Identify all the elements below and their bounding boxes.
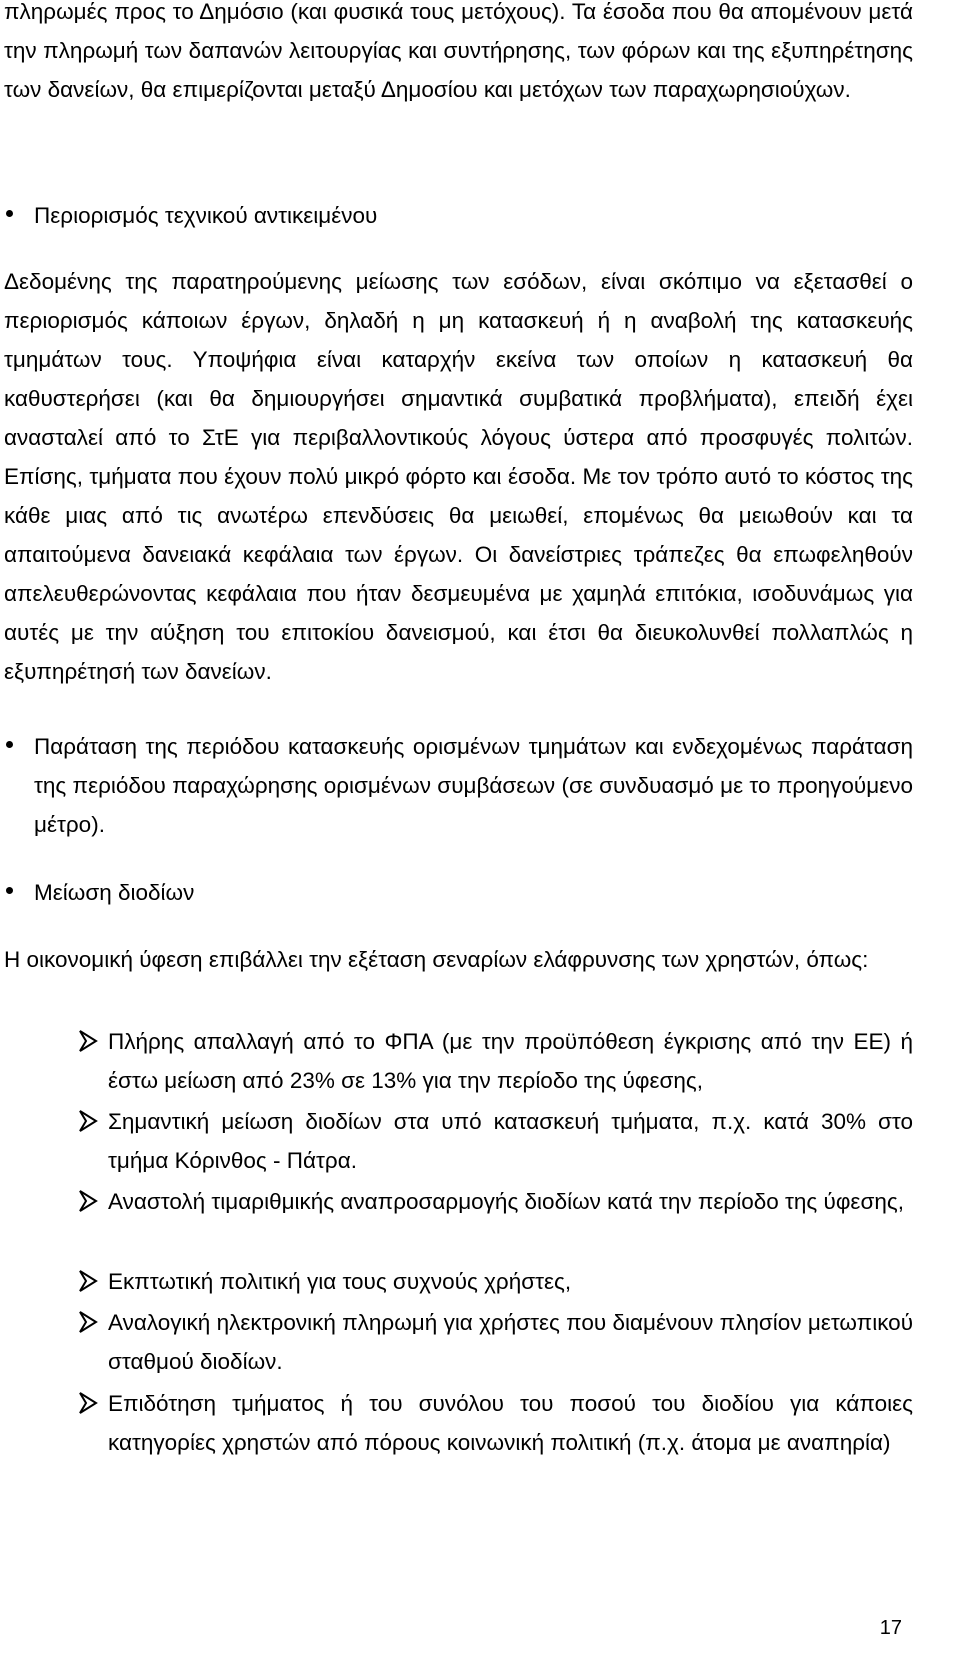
arrow-bullet-icon: [78, 1309, 100, 1335]
arrow-bullet-icon: [78, 1390, 100, 1416]
recession-paragraph: Η οικονομική ύφεση επιβάλλει την εξέταση σεναρίων ελάφρυνσης των χρηστών, όπως:: [4, 947, 869, 972]
arrow-bullet-icon: [78, 1188, 100, 1214]
bullet-icon: [6, 210, 13, 217]
arrow-item-text: Αναλογική ηλεκτρονική πληρωμή για χρήστες που διαμένουν πλησίον μετωπικού σταθμού διοδίων.: [108, 1310, 913, 1374]
bullet-item-toll-reduction: [0, 873, 913, 912]
page-number: 17: [879, 1617, 902, 1639]
arrow-item-text: Αναστολή τιμαριθμικής αναπροσαρμογής διοδίων κατά την περίοδο της ύφεσης,: [108, 1189, 904, 1214]
arrow-item-text: Εκπτωτική πολιτική για τους συχνούς χρήστες,: [108, 1269, 572, 1294]
bullet-item-extension: [0, 727, 913, 844]
arrow-item-text: Επιδότηση τμήματος ή του συνόλου του ποσού του διοδίου για κάποιες κατηγορίες χρηστών από πόρους κοινωνική πολιτική (π.χ. άτομα με αναπηρία): [108, 1391, 913, 1455]
arrow-item-text: Σημαντική μείωση διοδίων στα υπό κατασκευή τμήματα, π.χ. κατά 30% στο τμήμα Κόρινθος - Πάτρα.: [108, 1109, 913, 1173]
bullet-text: Μείωση διοδίων: [34, 880, 195, 905]
bullet-item-scope: [0, 196, 913, 235]
bullet-icon: [6, 741, 13, 748]
bullet-text: Παράταση της περιόδου κατασκευής ορισμένων τμημάτων και ενδεχομένως παράταση της περιόδου παραχώρησης ορισμένων συμβάσεων (σε συνδυασμό με το προηγούμενο μέτρο).: [34, 734, 913, 837]
bullet-icon: [6, 887, 13, 894]
bullet-text: Περιορισμός τεχνικού αντικειμένου: [34, 203, 378, 228]
arrow-bullet-icon: [78, 1268, 100, 1294]
arrow-item-text: Πλήρης απαλλαγή από το ΦΠΑ (με την προϋπόθεση έγκρισης από την ΕΕ) ή έστω μείωση από 23% σε 13% για την περίοδο της ύφεσης,: [108, 1029, 913, 1093]
intro-paragraph: πληρωμές προς το Δημόσιο (και φυσικά τους μετόχους). Τα έσοδα που θα απομένουν μετά την πληρωμή των δαπανών λειτουργίας και συντήρησης, των φόρων και της εξυπηρέτησης των δανείων, θα επιμερίζονται μεταξύ Δημοσίου και μετόχων των παραχωρησιούχων.: [4, 0, 913, 102]
arrow-bullet-icon: [78, 1108, 100, 1134]
scope-paragraph: Δεδομένης της παρατηρούμενης μείωσης των εσόδων, είναι σκόπιμο να εξετασθεί ο περιορισμός κάποιων έργων, δηλαδή η μη κατασκευή ή η αναβολή της κατασκευής τμημάτων τους. Υποψήφια είναι καταρχήν εκείνα των οποίων η κατασκευή θα καθυστερήσει (και θα δημιουργήσει σημαντικά συμβατικά προβλήματα), επειδή έχει ανασταλεί από το ΣτΕ για περιβαλλοντικούς λόγους ύστερα από προσφυγές πολιτών. Επίσης, τμήματα που έχουν πολύ μικρό φόρτο και έσοδα. Με τον τρόπο αυτό το κόστος της κάθε μιας από τις ανωτέρω επενδύσεις θα μειωθεί, επομένως θα μειωθούν και τα απαιτούμενα δανειακά κεφάλαια των έργων. Οι δανείστριες τράπεζες θα επωφεληθούν απελευθερώνοντας κεφάλαια που ήταν δεσμευμένα με χαμηλά επιτόκια, ισοδυνάμως για αυτές με την αύξηση του επιτοκίου δανεισμού, και έτσι θα διευκολυνθεί πολλαπλώς η εξυπηρέτησή των δανείων.: [4, 269, 913, 684]
arrow-bullet-icon: [78, 1028, 100, 1054]
